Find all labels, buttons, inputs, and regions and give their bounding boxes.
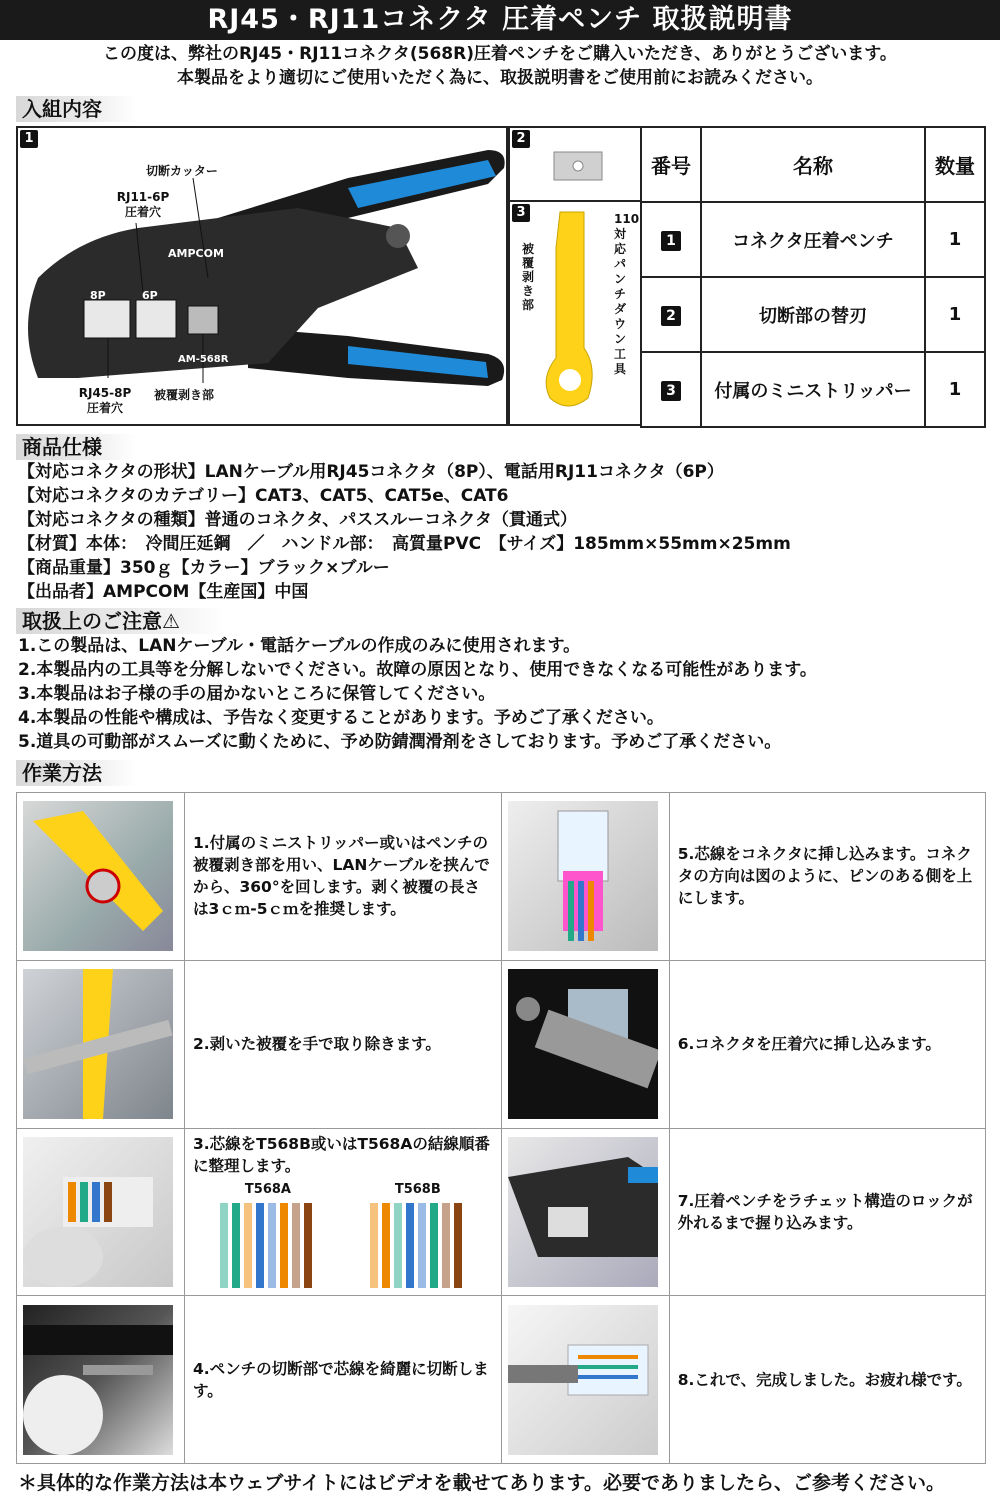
step-row [17, 793, 986, 961]
row-number: 2 [661, 306, 681, 326]
t568a-diagram [218, 1203, 318, 1288]
stripper-label-strip: 被覆剥き部 [522, 242, 535, 312]
peel-photo-illustration [23, 969, 173, 1119]
row-qty: 1 [925, 277, 985, 352]
row-number: 1 [661, 231, 681, 251]
table-row [641, 352, 985, 427]
parts-table [640, 126, 986, 428]
caution-line: 4.本製品の性能や構成は、予告なく変更することがあります。予めご了承ください。 [18, 708, 664, 728]
step-5-text: 5.芯線をコネクタに挿し込みます。コネクタの方向は図のように、ピンのある側を上にします。 [669, 793, 985, 961]
blade-panel [508, 126, 642, 202]
step-4-text: 4.ペンチの切断部で芯線を綺麗に切断します。 [184, 1296, 501, 1464]
intro-line-1: この度は、弊社のRJ45・RJ11コネクタ(568R)圧着ペンチをご購入いただき、ありがとうございます。 [103, 44, 897, 64]
insert-photo-illustration [508, 969, 658, 1119]
t568b-diagram [368, 1203, 468, 1288]
step-6-text: 6.コネクタを圧着穴に挿し込みます。 [669, 960, 985, 1128]
spec-line: 【出品者】AMPCOM【生産国】中国 [18, 582, 309, 602]
intro-line-2: 本製品をより適切にご使用いただく為に、取扱説明書をご使用前にお読みください。 [177, 68, 823, 88]
table-row [641, 202, 985, 277]
row-name: 切断部の替刃 [701, 277, 925, 352]
badge-2: 2 [512, 130, 530, 148]
t568b-label: T568B [394, 1181, 441, 1197]
step3-photo [23, 1137, 173, 1287]
caution-line: 5.道具の可動部がスムーズに動くために、予め防錆潤滑剤をさしております。予めご了承ください。 [18, 732, 782, 752]
step-row [17, 1128, 986, 1296]
step7-photo [508, 1137, 658, 1287]
spec-line: 【対応コネクタの種類】普通のコネクタ、パススルーコネクタ（貫通式） [18, 510, 577, 530]
step-1-text: 1.付属のミニストリッパー或いはペンチの被覆剥き部を用い、LANケーブルを挟んでから、360°を回します。剥く被覆の長さは3ｃｍ-5ｃｍを推奨します。 [184, 793, 501, 961]
step6-photo [508, 969, 658, 1119]
step-8-text: 8.これで、完成しました。お疲れ様です。 [669, 1296, 985, 1464]
label-strip: 被覆剥き部 [154, 388, 215, 402]
specs-list [18, 460, 988, 604]
label-cutter: 切断カッター [146, 164, 218, 178]
step-3-text: 3.芯線をT568B或いはT568Aの結線順番に整理します。 [192, 1134, 490, 1175]
contents-heading: 入組内容 [16, 96, 136, 122]
label-rj11: RJ11-6P 圧着穴 [116, 190, 170, 219]
col-header-number: 番号 [641, 127, 701, 202]
step4-photo [23, 1305, 173, 1455]
badge-3: 3 [512, 204, 530, 222]
connector-photo-illustration [508, 801, 658, 951]
method-heading: 作業方法 [16, 760, 136, 786]
label-rj45: RJ45-8P 圧着穴 [78, 386, 132, 415]
step-3-cell [184, 1128, 501, 1296]
blade-illustration [548, 146, 608, 186]
step-row [17, 1296, 986, 1464]
row-name: コネクタ圧着ペンチ [701, 202, 925, 277]
label-6p: 6P [142, 289, 158, 302]
col-header-qty: 数量 [925, 127, 985, 202]
label-8p: 8P [90, 289, 106, 302]
row-number: 3 [661, 381, 681, 401]
wiring-diagrams [193, 1203, 493, 1288]
cutting-photo-illustration [23, 1305, 173, 1455]
model-label: AM-568R [178, 354, 229, 365]
spec-line: 【材質】本体： 冷間圧延鋼 ／ ハンドル部： 高質量PVC 【サイズ】185mm×55mm×25mm [18, 534, 791, 554]
crimping-photo-illustration [508, 1137, 658, 1287]
step1-photo [23, 801, 173, 951]
step5-photo [508, 801, 658, 951]
spec-line: 【商品重量】350ｇ【カラー】ブラック×ブルー [18, 558, 390, 578]
col-header-name: 名称 [701, 127, 925, 202]
table-row [641, 277, 985, 352]
step-row [17, 960, 986, 1128]
wires-photo-illustration [23, 1137, 173, 1287]
crimper-illustration [18, 128, 506, 424]
badge-1: 1 [20, 130, 38, 148]
wiring-labels [193, 1179, 493, 1201]
specs-heading: 商品仕様 [16, 434, 136, 460]
row-qty: 1 [925, 352, 985, 427]
cautions-list [18, 634, 988, 754]
step-7-text: 7.圧着ペンチをラチェット構造のロックが外れるまで握り込みます。 [669, 1128, 985, 1296]
stripper-photo-illustration [23, 801, 173, 951]
cautions-heading: 取扱上のご注意⚠ [16, 608, 226, 634]
caution-line: 3.本製品はお子様の手の届かないところに保管してください。 [18, 684, 496, 704]
intro-text [0, 42, 1000, 90]
page-title: RJ45・RJ11コネクタ 圧着ペンチ 取扱説明書 [0, 0, 1000, 40]
step8-photo [508, 1305, 658, 1455]
row-name: 付属のミニストリッパー [701, 352, 925, 427]
t568a-label: T568A [244, 1181, 291, 1197]
finished-photo-illustration [508, 1305, 658, 1455]
row-qty: 1 [925, 202, 985, 277]
step-2-text: 2.剥いた被覆を手で取り除きます。 [184, 960, 501, 1128]
step2-photo [23, 969, 173, 1119]
caution-line: 1.この製品は、LANケーブル・電話ケーブルの作成のみに使用されます。 [18, 636, 581, 656]
steps-table [16, 792, 986, 1464]
stripper-illustration [532, 208, 602, 418]
caution-line: 2.本製品内の工具等を分解しないでください。故障の原因となり、使用できなくなる可能性があります。 [18, 660, 817, 680]
crimper-panel [16, 126, 508, 426]
spec-line: 【対応コネクタの形状】LANケーブル用RJ45コネクタ（8P）、電話用RJ11コネクタ（6P） [18, 462, 724, 482]
footer-note: ＊具体的な作業方法は本ウェブサイトにはビデオを載せてあります。必要でありましたら、ご参考ください。 [18, 1472, 946, 1494]
brand-logo: AMPCOM [168, 247, 224, 260]
spec-line: 【対応コネクタのカテゴリー】CAT3、CAT5、CAT5e、CAT6 [18, 486, 509, 506]
stripper-panel [508, 200, 642, 426]
stripper-label-punch: 110対応パンチダウン工具 [614, 212, 640, 376]
